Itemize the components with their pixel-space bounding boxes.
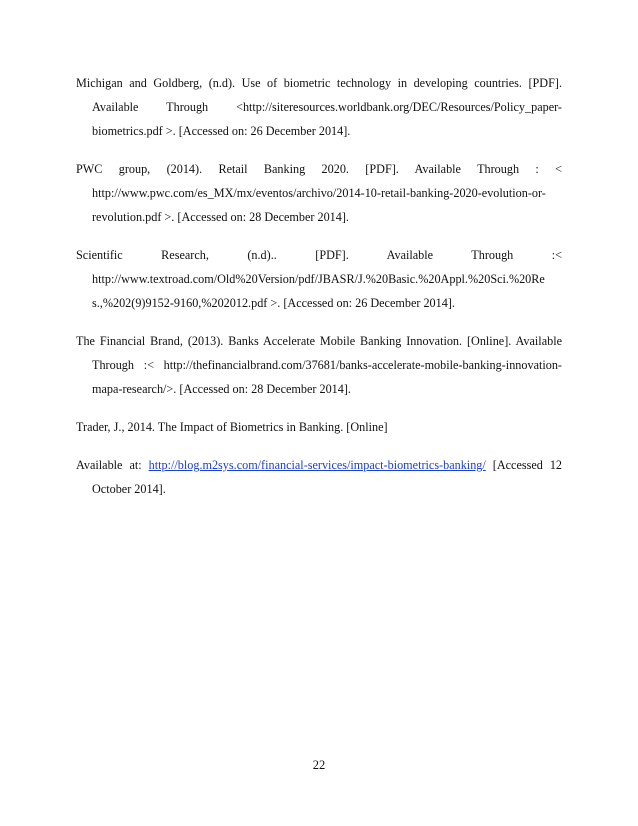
reference-line: Through :< http://thefinancialbrand.com/37681/banks-accelerate-mobile-banking-innovation- — [92, 358, 562, 372]
reference-entry-financial-brand — [76, 329, 562, 401]
reference-line: mapa-research/>. [Accessed on: 28 December 2014]. — [92, 382, 351, 396]
reference-entry-michigan — [76, 71, 562, 143]
reference-entry-available-at — [76, 453, 562, 501]
reference-line-with-link — [76, 453, 562, 477]
accessed-prefix: [Accessed 12 — [492, 458, 563, 472]
reference-line: s.,%202(9)9152-9160,%202012.pdf >. [Accessed on: 26 December 2014]. — [92, 296, 455, 310]
reference-entry-trader — [76, 415, 562, 439]
m2sys-blog-link[interactable]: http://blog.m2sys.com/financial-services/impact-biometrics-banking/ — [148, 458, 486, 472]
reference-line: http://www.textroad.com/Old%20Version/pdf/JBASR/J.%20Basic.%20Appl.%20Sci.%20Re — [92, 272, 545, 286]
reference-line: Scientific Research, (n.d).. [PDF]. Available Through :< — [76, 248, 562, 262]
reference-line: Michigan and Goldberg, (n.d). Use of biometric technology in developing countries. [PDF]. — [76, 76, 562, 90]
reference-line: Trader, J., 2014. The Impact of Biometrics in Banking. [Online] — [76, 420, 388, 434]
available-at-prefix: Available at: — [76, 458, 142, 472]
reference-line: October 2014]. — [92, 482, 166, 496]
reference-line: http://www.pwc.com/es_MX/mx/eventos/archivo/2014-10-retail-banking-2020-evolution-or- — [92, 186, 546, 200]
reference-line: The Financial Brand, (2013). Banks Accelerate Mobile Banking Innovation. [Online]. Available — [76, 334, 562, 348]
reference-list — [76, 71, 562, 501]
reference-entry-scientific-research — [76, 243, 562, 315]
reference-line: revolution.pdf >. [Accessed on: 28 December 2014]. — [92, 210, 349, 224]
reference-line: biometrics.pdf >. [Accessed on: 26 December 2014]. — [92, 124, 351, 138]
page-number: 22 — [312, 758, 326, 772]
reference-line: Available Through <http://siteresources.worldbank.org/DEC/Resources/Policy_paper- — [92, 100, 562, 114]
reference-line: PWC group, (2014). Retail Banking 2020. [PDF]. Available Through : < — [76, 162, 562, 176]
reference-entry-pwc — [76, 157, 562, 229]
